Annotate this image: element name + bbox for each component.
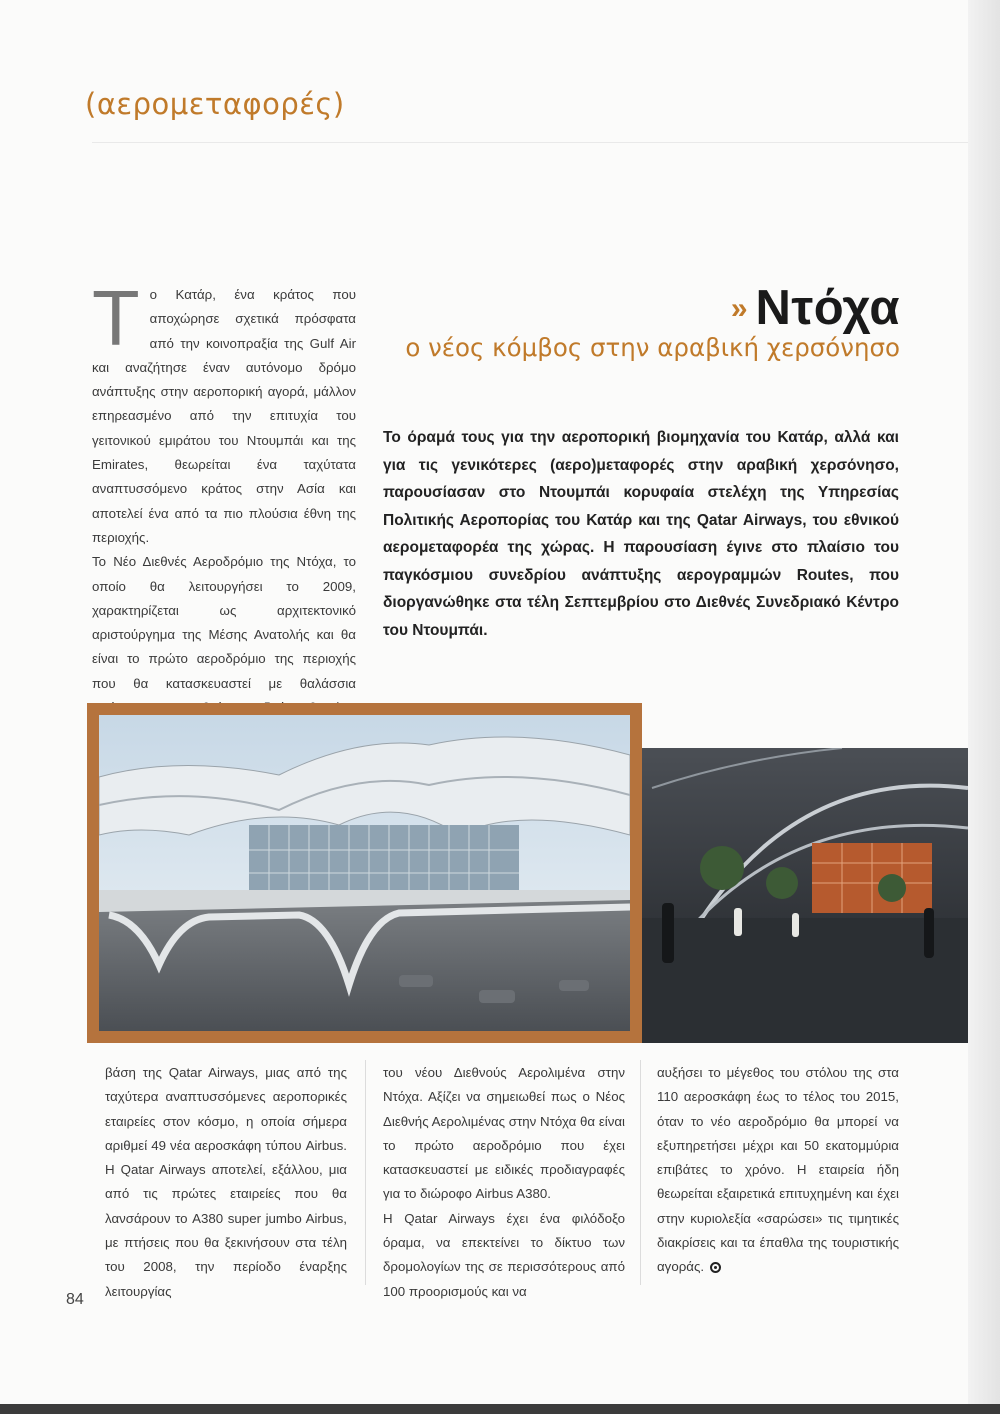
photo-terminal-exterior: [87, 703, 642, 1043]
intro-column: [92, 274, 356, 745]
intro-paragraph-1: [92, 274, 356, 550]
page-edge-shadow: [968, 0, 1000, 1414]
section-divider: [92, 142, 968, 143]
article-title: Ντόχα: [755, 281, 900, 335]
article-subtitle: ο νέος κόμβος στην αραβική χερσόνησο: [405, 333, 900, 362]
body-column-1: [105, 1061, 347, 1304]
end-mark-icon: [710, 1262, 721, 1273]
terminal-exterior-illustration: [99, 715, 630, 1031]
double-chevron-icon: »: [730, 292, 742, 325]
photo-terminal-interior: [642, 748, 968, 1043]
body-paragraph: βάση της Qatar Airways, μιας από της ταχύτερα αναπτυσσόμενες αεροπορικές εταιρείες στον κόσμο, η οποία σήμερα αριθμεί 49 νέα αεροσκάφη τύπου Airbus. Η Qatar Airways αποτελεί, εξάλλου, μια από τις πρώτες εταιρείες που θα λανσάρουν το A380 super jumbo Airbus, με πτήσεις που θα ξεκινήσουν στα τέλη του 2008, την περίοδο έναρξης λειτουργίας: [105, 1065, 347, 1299]
column-divider: [365, 1060, 366, 1285]
body-column-2: [383, 1061, 625, 1304]
body-paragraph-final-text: αυξήσει το μέγεθος του στόλου της στα 110 αεροσκάφη έως το τέλος του 2015, όταν το νέο αεροδρόμιο θα μπορεί να εξυπηρετήσει μέχρι και 50 εκατομμύρια επιβάτες το χρόνο. Η εταιρεία ήδη θεωρείται εξαιρετικά επιτυχημένη και έχει στην κυριολεξία «σαρώσει» τις τιμητικές διακρίσεις και τα έπαθλα της τουριστικής αγοράς.: [657, 1065, 899, 1275]
article-title-block: [370, 280, 900, 336]
article-lede: Το όραμά τους για την αεροπορική βιομηχανία του Κατάρ, αλλά και για τις γενικότερες (αερο)μεταφορές στην αραβική χερσόνησο, παρουσίασαν στο Ντουμπάι κορυφαία στελέχη της Υπηρεσίας Πολιτικής Αεροπορίας του Κατάρ και της Qatar Airways, του εθνικού αερομεταφορέα της χώρας. Η παρουσίαση έγινε στο πλαίσιο του παγκόσμιου συνεδρίου ανάπτυξης αερογραμμών Routes, που διοργανώθηκε στα τέλη Σεπτεμβρίου στο Διεθνές Συνεδριακό Κέντρο του Ντουμπάι.: [383, 429, 899, 639]
page-number: 84: [66, 1291, 84, 1308]
intro-paragraph-1-text: ο Κατάρ, ένα κράτος που αποχώρησε σχετικά πρόσφατα από την κοινοπραξία της Gulf Air και αναζήτησε έναν αυτόνομο δρόμο ανάπτυξης στην αεροπορική αγορά, μάλλον επηρεασμένο από την επιτυχία του γειτονικού εμιράτου του Ντουμπάι και της Emirates, θεωρείται ένα ταχύτατα αναπτυσσόμενο κράτος στην Ασία και αποτελεί ένα από τα πιο πλούσια έθνη της περιοχής.: [92, 287, 356, 545]
intro-paragraph-2: Το Νέο Διεθνές Αεροδρόμιο της Ντόχα, το οποίο θα λειτουργήσει το 2009, χαρακτηρίζεται ως αρχιτεκτονικό αριστούργημα της Μέσης Ανατολής και θα είναι το πρώτο αεροδρόμιο της περιοχής που θα κατασκευαστεί με θαλάσσια: [92, 554, 356, 691]
body-column-3: [657, 1061, 899, 1280]
body-paragraph: Η Qatar Airways έχει ένα φιλόδοξο όραμα, να επεκτείνει το δίκτυο των δρομολογίων της σε περισσότερους από 100 προορισμούς και να: [383, 1210, 625, 1299]
bottom-bar: [0, 1404, 1000, 1414]
body-paragraph-final: [657, 1061, 899, 1280]
column-divider: [640, 1060, 641, 1285]
section-label: (αερομεταφορές): [85, 87, 345, 121]
body-paragraph: του νέου Διεθνούς Αερολιμένα στην Ντόχα. Αξίζει να σημειωθεί πως ο Νέος Διεθνής Αερολιμένας στην Ντόχα θα είναι το πρώτο αεροδρόμιο που έχει κατασκευαστεί με ειδικές προδιαγραφές για το διώροφο Airbus A380.: [383, 1065, 625, 1202]
drop-cap: Τ: [92, 274, 140, 362]
